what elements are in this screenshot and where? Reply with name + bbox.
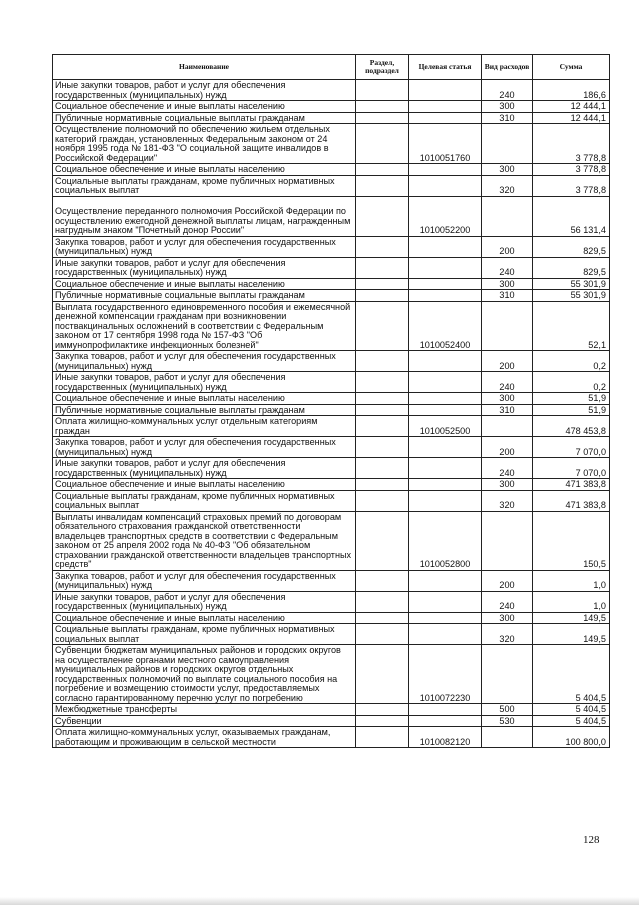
cell-sum: 471 383,8 bbox=[533, 490, 610, 511]
cell-type: 300 bbox=[482, 479, 533, 491]
cell-name: Оплата жилищно-коммунальных услуг отдельным категориям граждан bbox=[53, 416, 356, 437]
cell-target bbox=[409, 351, 482, 372]
cell-type: 310 bbox=[482, 112, 533, 124]
cell-target bbox=[409, 101, 482, 113]
cell-sum: 100 800,0 bbox=[533, 727, 610, 748]
table-row bbox=[53, 164, 610, 176]
cell-sum: 51,9 bbox=[533, 393, 610, 405]
cell-name: Иные закупки товаров, работ и услуг для обеспечения государственных (муниципальных) нужд bbox=[53, 257, 356, 278]
header-type: Вид расходов bbox=[482, 55, 533, 80]
cell-name: Субвенции бюджетам муниципальных районов и городских округов на осуществление органами местного самоуправления муниципальных районов и городских округов отдельных государственных полномочий по выплате социального пособия на погребение и возмещению стоимости услуг, предоставляемых согласно гарантированному перечню услуг по погребению bbox=[53, 645, 356, 704]
cell-name: Социальное обеспечение и иные выплаты населению bbox=[53, 612, 356, 624]
cell-name: Социальное обеспечение и иные выплаты населению bbox=[53, 393, 356, 405]
table-row bbox=[53, 278, 610, 290]
cell-type: 200 bbox=[482, 351, 533, 372]
cell-target bbox=[409, 236, 482, 257]
cell-sum: 0,2 bbox=[533, 372, 610, 393]
cell-name: Выплаты инвалидам компенсаций страховых премий по договорам обязательного страхования гражданской ответственности владельцев транспортных средств в соответствии с Федеральным законом от 25 апреля 2002 года № 40-ФЗ "Об обязательном страховании гражданской ответственности владельцев транспортных средств" bbox=[53, 511, 356, 570]
cell-section bbox=[356, 704, 409, 716]
cell-target bbox=[409, 704, 482, 716]
cell-sum: 5 404,5 bbox=[533, 704, 610, 716]
cell-section bbox=[356, 458, 409, 479]
cell-sum: 3 778,8 bbox=[533, 124, 610, 164]
cell-target bbox=[409, 175, 482, 196]
table-row bbox=[53, 416, 610, 437]
cell-target: 1010082120 bbox=[409, 727, 482, 748]
table-row bbox=[53, 404, 610, 416]
cell-sum: 12 444,1 bbox=[533, 112, 610, 124]
cell-sum: 1,0 bbox=[533, 570, 610, 591]
cell-name: Социальные выплаты гражданам, кроме публичных нормативных социальных выплат bbox=[53, 175, 356, 196]
cell-section bbox=[356, 645, 409, 704]
cell-type bbox=[482, 124, 533, 164]
header-target: Целевая статья bbox=[409, 55, 482, 80]
cell-type bbox=[482, 301, 533, 351]
cell-type: 300 bbox=[482, 612, 533, 624]
cell-type: 240 bbox=[482, 458, 533, 479]
cell-name: Иные закупки товаров, работ и услуг для обеспечения государственных (муниципальных) нужд bbox=[53, 80, 356, 101]
cell-sum: 0,2 bbox=[533, 351, 610, 372]
header-name: Наименование bbox=[53, 55, 356, 80]
cell-name: Публичные нормативные социальные выплаты гражданам bbox=[53, 112, 356, 124]
cell-type: 240 bbox=[482, 372, 533, 393]
cell-sum: 3 778,8 bbox=[533, 164, 610, 176]
cell-type: 240 bbox=[482, 257, 533, 278]
cell-sum: 52,1 bbox=[533, 301, 610, 351]
cell-sum: 186,6 bbox=[533, 80, 610, 101]
cell-type: 200 bbox=[482, 437, 533, 458]
cell-section bbox=[356, 624, 409, 645]
cell-section bbox=[356, 511, 409, 570]
cell-name: Закупка товаров, работ и услуг для обеспечения государственных (муниципальных) нужд bbox=[53, 351, 356, 372]
cell-section bbox=[356, 570, 409, 591]
table-row bbox=[53, 257, 610, 278]
cell-section bbox=[356, 351, 409, 372]
cell-sum: 829,5 bbox=[533, 257, 610, 278]
cell-type: 310 bbox=[482, 290, 533, 302]
table-row bbox=[53, 612, 610, 624]
cell-name: Межбюджетные трансферты bbox=[53, 704, 356, 716]
table-row bbox=[53, 80, 610, 101]
table-row bbox=[53, 393, 610, 405]
cell-target bbox=[409, 591, 482, 612]
cell-target bbox=[409, 278, 482, 290]
cell-section bbox=[356, 164, 409, 176]
cell-name: Закупка товаров, работ и услуг для обеспечения государственных (муниципальных) нужд bbox=[53, 570, 356, 591]
cell-type: 320 bbox=[482, 624, 533, 645]
cell-target: 1010052500 bbox=[409, 416, 482, 437]
cell-section bbox=[356, 404, 409, 416]
cell-target bbox=[409, 372, 482, 393]
cell-target bbox=[409, 257, 482, 278]
cell-name: Социальные выплаты гражданам, кроме публичных нормативных социальных выплат bbox=[53, 490, 356, 511]
cell-type: 240 bbox=[482, 591, 533, 612]
cell-section bbox=[356, 727, 409, 748]
cell-sum: 150,5 bbox=[533, 511, 610, 570]
cell-target: 1010052800 bbox=[409, 511, 482, 570]
table-row bbox=[53, 112, 610, 124]
scan-edge bbox=[0, 897, 639, 905]
cell-target: 1010052400 bbox=[409, 301, 482, 351]
cell-sum: 7 070,0 bbox=[533, 437, 610, 458]
table-row bbox=[53, 290, 610, 302]
table-row bbox=[53, 372, 610, 393]
cell-type: 530 bbox=[482, 715, 533, 727]
cell-name: Социальное обеспечение и иные выплаты населению bbox=[53, 101, 356, 113]
cell-section bbox=[356, 372, 409, 393]
cell-sum: 5 404,5 bbox=[533, 645, 610, 704]
table-row bbox=[53, 458, 610, 479]
table-row bbox=[53, 704, 610, 716]
cell-sum: 12 444,1 bbox=[533, 101, 610, 113]
cell-type: 320 bbox=[482, 175, 533, 196]
cell-type bbox=[482, 511, 533, 570]
cell-section bbox=[356, 101, 409, 113]
table-row bbox=[53, 490, 610, 511]
cell-sum: 56 131,4 bbox=[533, 196, 610, 236]
cell-type: 300 bbox=[482, 164, 533, 176]
table-row bbox=[53, 351, 610, 372]
cell-sum: 478 453,8 bbox=[533, 416, 610, 437]
cell-name: Осуществление переданного полномочия Российской Федерации по осуществлению ежегодной денежной выплаты лицам, награжденным нагрудным знаком "Почетный донор России" bbox=[53, 196, 356, 236]
budget-table bbox=[52, 54, 610, 748]
cell-section bbox=[356, 175, 409, 196]
table-row bbox=[53, 511, 610, 570]
cell-section bbox=[356, 290, 409, 302]
table-row bbox=[53, 591, 610, 612]
cell-section bbox=[356, 196, 409, 236]
cell-sum: 5 404,5 bbox=[533, 715, 610, 727]
cell-section bbox=[356, 437, 409, 458]
cell-target bbox=[409, 404, 482, 416]
table-row bbox=[53, 175, 610, 196]
table-row bbox=[53, 236, 610, 257]
table-row bbox=[53, 437, 610, 458]
header-section: Раздел, подраздел bbox=[356, 55, 409, 80]
cell-type: 310 bbox=[482, 404, 533, 416]
cell-section bbox=[356, 393, 409, 405]
cell-target bbox=[409, 290, 482, 302]
cell-target bbox=[409, 458, 482, 479]
cell-sum: 55 301,9 bbox=[533, 278, 610, 290]
table-row bbox=[53, 124, 610, 164]
cell-section bbox=[356, 479, 409, 491]
cell-target bbox=[409, 164, 482, 176]
cell-sum: 55 301,9 bbox=[533, 290, 610, 302]
cell-type bbox=[482, 727, 533, 748]
cell-sum: 7 070,0 bbox=[533, 458, 610, 479]
cell-name: Осуществление полномочий по обеспечению жильем отдельных категорий граждан, установленных Федеральным законом от 24 ноября 1995 года № 181-ФЗ "О социальной защите инвалидов в Российской Федерации" bbox=[53, 124, 356, 164]
cell-name: Закупка товаров, работ и услуг для обеспечения государственных (муниципальных) нужд bbox=[53, 437, 356, 458]
cell-section bbox=[356, 124, 409, 164]
cell-name: Субвенции bbox=[53, 715, 356, 727]
cell-target: 1010072230 bbox=[409, 645, 482, 704]
cell-name: Иные закупки товаров, работ и услуг для обеспечения государственных (муниципальных) нужд bbox=[53, 591, 356, 612]
cell-section bbox=[356, 236, 409, 257]
page-number: 128 bbox=[583, 834, 600, 846]
table-header-row bbox=[53, 55, 610, 80]
cell-section bbox=[356, 591, 409, 612]
cell-type: 500 bbox=[482, 704, 533, 716]
cell-sum: 149,5 bbox=[533, 624, 610, 645]
table-row bbox=[53, 101, 610, 113]
cell-target bbox=[409, 80, 482, 101]
table-row bbox=[53, 624, 610, 645]
cell-name: Социальное обеспечение и иные выплаты населению bbox=[53, 164, 356, 176]
cell-target bbox=[409, 112, 482, 124]
cell-target bbox=[409, 393, 482, 405]
table-row bbox=[53, 645, 610, 704]
cell-sum: 471 383,8 bbox=[533, 479, 610, 491]
cell-name: Социальное обеспечение и иные выплаты населению bbox=[53, 479, 356, 491]
table-row bbox=[53, 301, 610, 351]
cell-sum: 1,0 bbox=[533, 591, 610, 612]
cell-type: 200 bbox=[482, 570, 533, 591]
cell-type bbox=[482, 196, 533, 236]
cell-type: 300 bbox=[482, 393, 533, 405]
table-row bbox=[53, 479, 610, 491]
cell-section bbox=[356, 278, 409, 290]
cell-name: Закупка товаров, работ и услуг для обеспечения государственных (муниципальных) нужд bbox=[53, 236, 356, 257]
cell-type: 300 bbox=[482, 278, 533, 290]
cell-target bbox=[409, 715, 482, 727]
table-row bbox=[53, 196, 610, 236]
cell-section bbox=[356, 416, 409, 437]
cell-section bbox=[356, 301, 409, 351]
cell-type bbox=[482, 416, 533, 437]
cell-target bbox=[409, 624, 482, 645]
cell-name: Иные закупки товаров, работ и услуг для обеспечения государственных (муниципальных) нужд bbox=[53, 372, 356, 393]
cell-type: 320 bbox=[482, 490, 533, 511]
cell-target bbox=[409, 479, 482, 491]
table-row bbox=[53, 715, 610, 727]
cell-name: Публичные нормативные социальные выплаты гражданам bbox=[53, 404, 356, 416]
cell-section bbox=[356, 257, 409, 278]
cell-type bbox=[482, 645, 533, 704]
cell-sum: 3 778,8 bbox=[533, 175, 610, 196]
cell-sum: 829,5 bbox=[533, 236, 610, 257]
cell-section bbox=[356, 80, 409, 101]
cell-name: Иные закупки товаров, работ и услуг для обеспечения государственных (муниципальных) нужд bbox=[53, 458, 356, 479]
cell-type: 300 bbox=[482, 101, 533, 113]
table-row bbox=[53, 727, 610, 748]
cell-name: Социальные выплаты гражданам, кроме публичных нормативных социальных выплат bbox=[53, 624, 356, 645]
cell-name: Оплата жилищно-коммунальных услуг, оказываемых гражданам, работающим и проживающим в сельской местности bbox=[53, 727, 356, 748]
cell-target bbox=[409, 437, 482, 458]
cell-name: Выплата государственного единовременного пособия и ежемесячной денежной компенсации гражданам при возникновении поствакцинальных осложнений в соответствии с Федеральным законом от 17 сентября 1998 года № 157-ФЗ "Об иммунопрофилактике инфекционных болезней" bbox=[53, 301, 356, 351]
header-sum: Сумма bbox=[533, 55, 610, 80]
cell-section bbox=[356, 612, 409, 624]
cell-section bbox=[356, 715, 409, 727]
cell-type: 240 bbox=[482, 80, 533, 101]
cell-target bbox=[409, 612, 482, 624]
table-row bbox=[53, 570, 610, 591]
cell-target: 1010052200 bbox=[409, 196, 482, 236]
cell-type: 200 bbox=[482, 236, 533, 257]
cell-target: 1010051760 bbox=[409, 124, 482, 164]
cell-target bbox=[409, 570, 482, 591]
cell-target bbox=[409, 490, 482, 511]
table-body bbox=[53, 80, 610, 748]
cell-section bbox=[356, 112, 409, 124]
cell-sum: 149,5 bbox=[533, 612, 610, 624]
cell-sum: 51,9 bbox=[533, 404, 610, 416]
cell-section bbox=[356, 490, 409, 511]
cell-name: Публичные нормативные социальные выплаты гражданам bbox=[53, 290, 356, 302]
cell-name: Социальное обеспечение и иные выплаты населению bbox=[53, 278, 356, 290]
